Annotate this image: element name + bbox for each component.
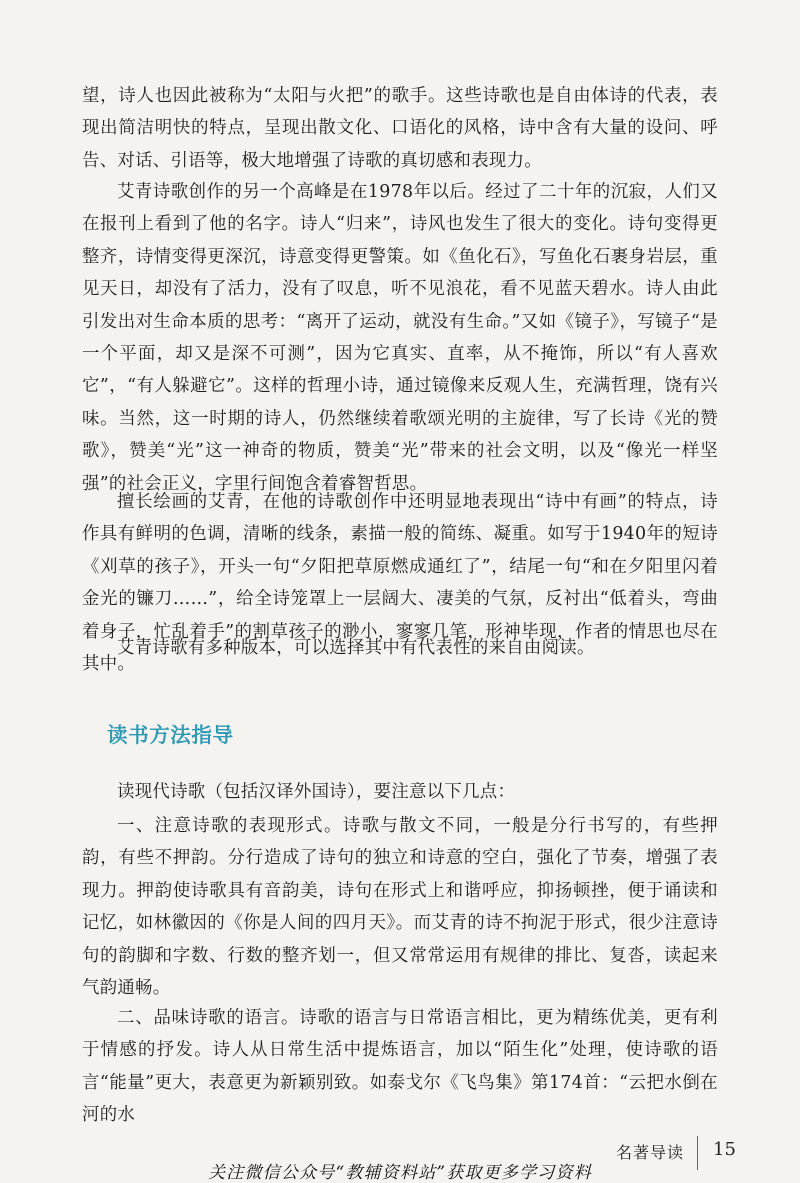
paragraph-7: 二、品味诗歌的语言。诗歌的语言与日常语言相比，更为精练优美，更有利于情感的抒发。诗人从日常生活中提炼语言，加以“陌生化”处理，使诗歌的语言“能量”更大，表意更为新颖别致。如泰戈尔《飞鸟集》第174首：“云把水倒在河的水 [82,1008,718,1126]
page-number: 15 [713,1139,736,1160]
paragraph-2: 艾青诗歌创作的另一个高峰是在1978年以后。经过了二十年的沉寂，人们又在报刊上看到了他的名字。诗人“归来”，诗风也发生了很大的变化。诗句变得更整齐，诗情变得更深沉，诗意变得更警策。如《鱼化石》，写鱼化石裹身岩层，重见天日，却没有了活力，没有了叹息，听不见浪花，看不见蓝天碧水。诗人由此引发出对生命本质的思考：“离开了运动，就没有生命。”又如《镜子》，写镜子“是一个平面，却又是深不可测”，因为它真实、直率，从不掩饰，所以“有人喜欢它”，“有人躲避它”。这样的哲理小诗，通过镜像来反观人生，充满哲理，饶有兴味。当然，这一时期的诗人，仍然继续着歌颂光明的主旋律，写了长诗《光的赞歌》，赞美“光”这一神奇的物质，赞美“光”带来的社会文明，以及“像光一样坚强”的社会正义，字里行间饱含着睿智哲思。 [82,182,718,494]
paragraph-4: 艾青诗歌有多种版本，可以选择其中有代表性的来自由阅读。 [117,638,595,658]
paragraph-5: 读现代诗歌（包括汉译外国诗），要注意以下几点： [117,782,516,802]
footer-book-title: 名著导读 [615,1143,684,1162]
paragraph-6: 一、注意诗歌的表现形式。诗歌与散文不同，一般是分行书写的，有些押韵，有些不押韵。分行造成了诗句的独立和诗意的空白，强化了节奏，增强了表现力。押韵使诗歌具有音韵美，诗句在形式上和谐呼应，抑扬顿挫，便于诵读和记忆，如林徽因的《你是人间的四月天》。而艾青的诗不拘泥于形式，很少注意诗句的韵脚和字数、行数的整齐划一，但又常常运用有规律的排比、复沓，读起来气韵通畅。 [82,816,718,999]
paragraph-1: 望，诗人也因此被称为“太阳与火把”的歌手。这些诗歌也是自由体诗的代表，表现出简洁明快的特点，呈现出散文化、口语化的风格，诗中含有大量的设问、呼告、对话、引语等，极大地增强了诗歌的真切感和表现力。 [82,86,718,171]
section-heading: 读书方法指导 [107,723,234,747]
watermark-text: 关注微信公众号“教辅资料站”获取更多学习资料 [208,1163,592,1183]
paragraph-3: 擅长绘画的艾青，在他的诗歌创作中还明显地表现出“诗中有画”的特点，诗作具有鲜明的色调，清晰的线条，素描一般的简练、凝重。如写于1940年的短诗《刈草的孩子》，开头一句“夕阳把草原燃成通红了”，结尾一句“和在夕阳里闪着金光的镰刀……”，给全诗笼罩上一层阔大、凄美的气氛，反衬出“低着头，弯曲着身子，忙乱着手”的割草孩子的渺小，寥寥几笔，形神毕现，作者的情思也尽在其中。 [82,492,718,675]
